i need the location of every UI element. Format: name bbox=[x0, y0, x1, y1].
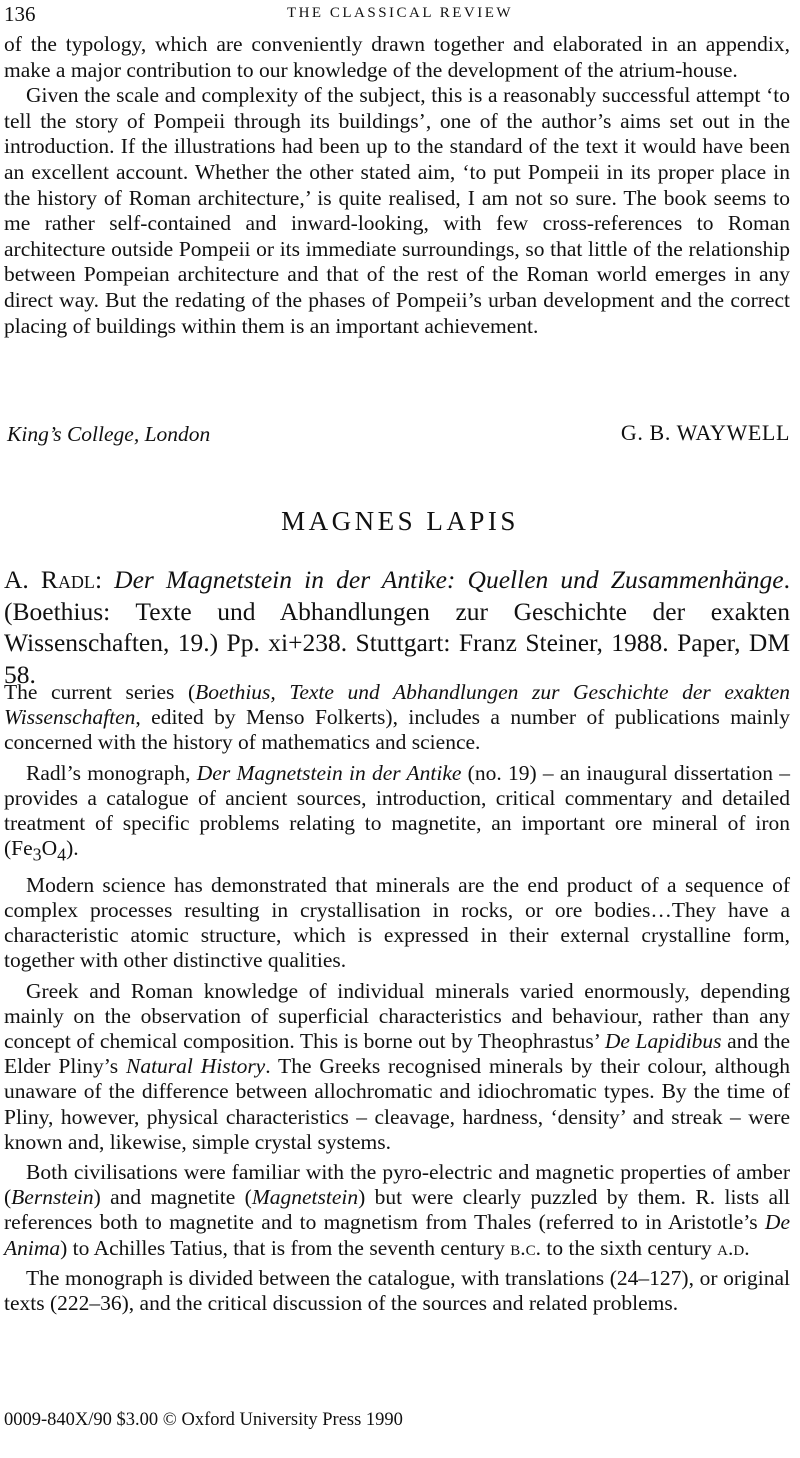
text-run: (no. 19) – an inaugural dissertation – provides a catalogue of ancient sources, introduction, critical commentary and detailed treatment of specific problems relating to magnetite, an important ore mineral of iron (Fe bbox=[4, 760, 790, 861]
text-run: , edited by Menso Folkerts), includes a number of publications mainly concerned with the history of mathematics and science. bbox=[4, 705, 790, 755]
text-run: ). bbox=[66, 836, 79, 861]
text-run: ) but were clearly puzzled by them. R. lists all references both to magnetite and to magnetism from Thales (referred to in Aristotle’s bbox=[4, 1185, 790, 1235]
copyright-footer: 0009-840X/90 $3.00 © Oxford University Press 1990 bbox=[4, 1410, 403, 1430]
smallcaps-run: b.c. bbox=[510, 1235, 542, 1260]
citation-author-initial: A. R bbox=[4, 565, 58, 594]
paragraph bbox=[4, 1160, 790, 1261]
subscript: 3 bbox=[32, 844, 42, 865]
italic-run: Boethius, Texte und Abhandlungen zur Geschichte der exakten Wissenschaften bbox=[4, 680, 791, 730]
text-run: to the sixth century bbox=[541, 1235, 718, 1260]
italic-run: Natural History bbox=[125, 1054, 266, 1079]
running-header bbox=[0, 0, 800, 28]
review-heading: MAGNES LAPIS bbox=[281, 506, 519, 536]
italic-run: Der Magnetstein in der Antike bbox=[196, 760, 462, 785]
citation-colon: : bbox=[94, 565, 115, 594]
page-number: 136 bbox=[4, 2, 36, 26]
paragraph: of the typology, which are conveniently drawn together and elaborated in an appendix, make a major contribution to our knowledge of the development of the atrium-house. bbox=[4, 32, 790, 82]
text-run: ) to Achilles Tatius, that is from the seventh century bbox=[60, 1235, 511, 1260]
italic-run: Magnetstein bbox=[251, 1185, 359, 1210]
text-run: O bbox=[41, 836, 58, 861]
previous-review-text bbox=[4, 32, 790, 339]
paragraph bbox=[4, 761, 790, 868]
reviewer-affiliation: King’s College, London bbox=[7, 422, 211, 446]
text-run: . The Greeks recognised minerals by their colour, although unaware of the difference between allochromatic and idiochromatic types. By the time of Pliny, however, physical characteristics – cleavage, hardness, ‘density’ and streak – were known and, likewise, simple crystal systems. bbox=[4, 1054, 790, 1154]
paragraph: The monograph is divided between the catalogue, with translations (24–127), or original texts (222–36), and the critical discussion of the sources and related problems. bbox=[4, 1265, 790, 1315]
italic-run: Bernstein bbox=[11, 1185, 94, 1210]
italic-run: De Lapidibus bbox=[604, 1028, 722, 1053]
text-run: Greek and Roman knowledge of individual minerals varied enormously, depending mainly on the observation of superficial characteristics and behaviour, rather than any concept of chemical composition. This is borne out by Theophrastus’ bbox=[4, 978, 790, 1053]
citation-author-rest: adl bbox=[57, 565, 95, 594]
paragraph: Modern science has demonstrated that minerals are the end product of a sequence of complex processes resulting in crystallisation in rocks, or ore bodies…They have a characteristic atomic structure, which is expressed in their external crystalline form, together with other distinctive qualities. bbox=[4, 872, 790, 973]
journal-title: THE CLASSICAL REVIEW bbox=[286, 5, 514, 21]
paragraph: Given the scale and complexity of the subject, this is a reasonably successful attempt ‘to tell the story of Pompeii through its buildings’, one of the author’s aims set out in the introduction. If the illustrations had been up to the standard of the text it would have been an excellent account. Whether the other stated aim, ‘to put Pompeii in its proper place in the history of Roman architecture,’ is quite realised, I am not so sure. The book seems to me rather self-contained and inward-looking, with few cross-references to Roman architecture outside Pompeii or its immediate surroundings, so that little of the relationship between Pompeian architecture and that of the rest of the Roman world emerges in any direct way. But the redating of the phases of Pompeii’s urban development and the correct placing of buildings within them is an important achievement. bbox=[4, 83, 790, 338]
text-run: ) and magnetite ( bbox=[93, 1185, 252, 1210]
smallcaps-run: a.d. bbox=[717, 1235, 750, 1260]
review-body bbox=[4, 680, 790, 1321]
text-run: and the Elder Pliny’s bbox=[4, 1028, 790, 1079]
paragraph bbox=[4, 979, 790, 1155]
italic-run: De Anima bbox=[4, 1210, 790, 1260]
review-signature bbox=[7, 420, 790, 450]
book-citation bbox=[4, 564, 790, 690]
text-run: Both civilisations were familiar with the pyro-electric and magnetic properties of amber ( bbox=[4, 1159, 790, 1210]
book-title: Der Magnetstein in der Antike: Quellen und Zusammenhänge bbox=[114, 565, 784, 594]
paragraph bbox=[4, 680, 790, 756]
reviewer-name: G. B. WAYWELL bbox=[620, 420, 790, 445]
subscript: 4 bbox=[57, 844, 67, 865]
text-run: The current series ( bbox=[4, 680, 196, 704]
text-run: Radl’s monograph, bbox=[26, 760, 197, 785]
citation-details: . (Boethius: Texte und Abhandlungen zur Geschichte der exakten Wissenschaften, 19.) Pp. xi+238. Stuttgart: Franz Steiner, 1988. Paper, DM 58. bbox=[4, 565, 790, 689]
